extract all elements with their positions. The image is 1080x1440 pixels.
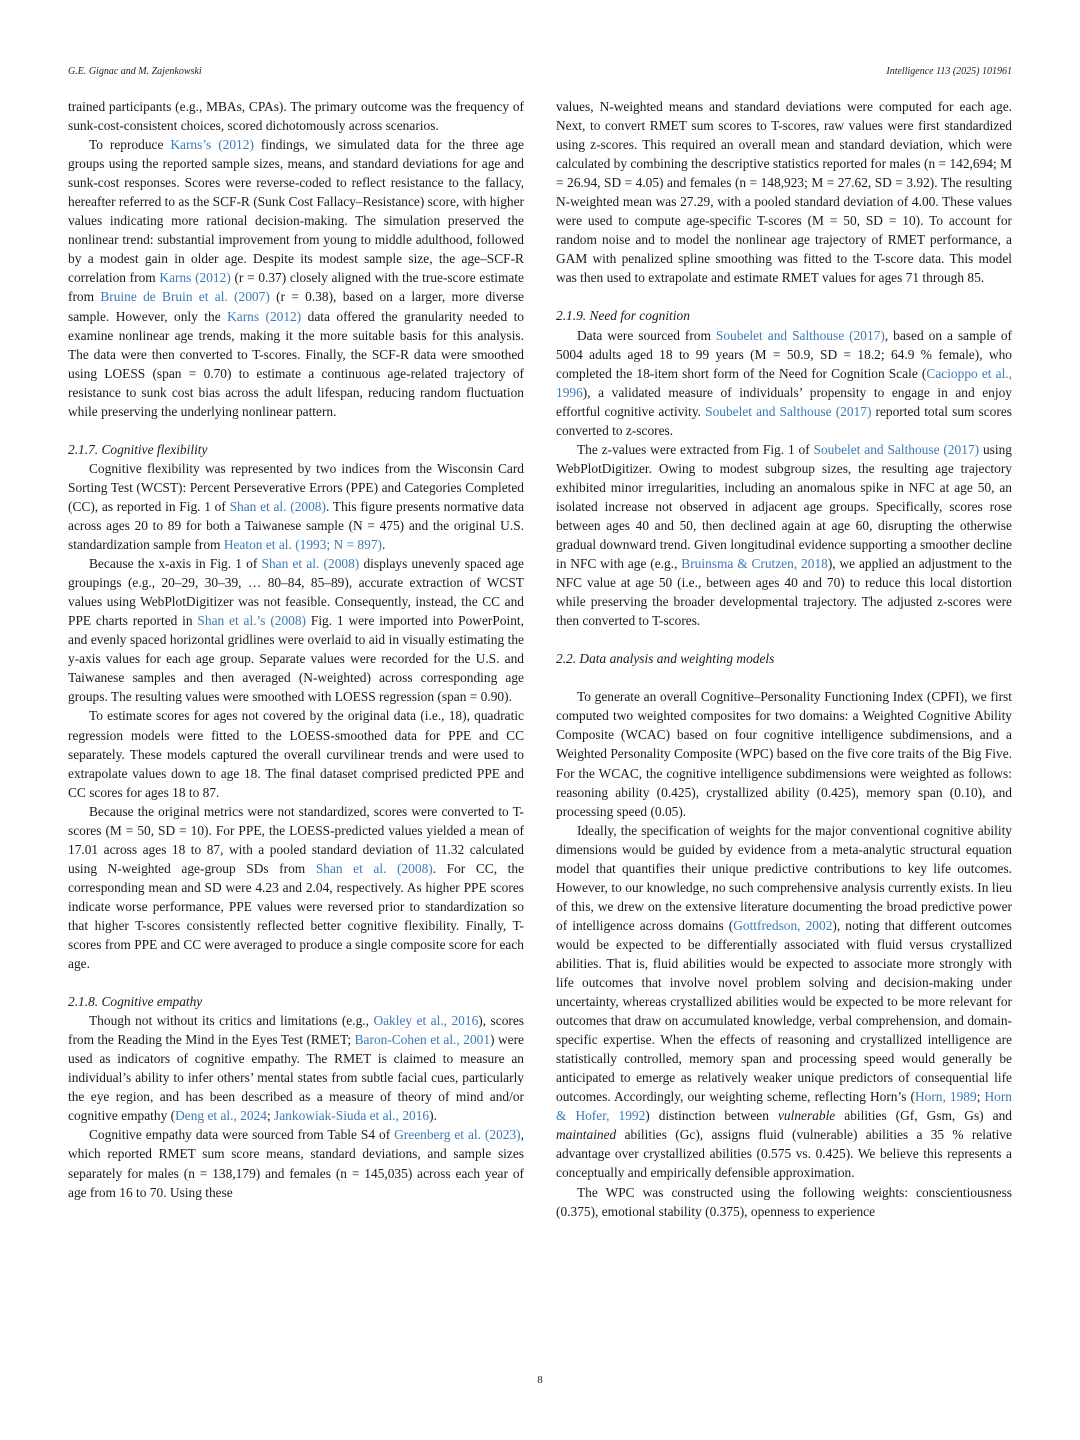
heading-cognitive-empathy: 2.1.8. Cognitive empathy bbox=[68, 994, 203, 1010]
paragraph-weight-rationale: Ideally, the specification of weights for the major conventional cognitive ability dimensions would be guided by evidence from a meta-analytic structural equation model that quantifies their unique predictive contributions to key life outcomes. However, to our knowledge, no such comprehensive analysis currently exists. In lieu of this, we drew on the extensive literature documenting the broad predictive power of intelligence across domains (Gottfredson, 2002), noting that different outcomes would be expected to be differentially associated with fluid versus crystallized abilities. That is, fluid abilities would be expected to associate more strongly with life outcomes that involve novel problem solving and decision-making under uncertainty, whereas crystallized abilities would be expected to be more relevant for outcomes that draw on accumulated knowledge, verbal comprehension, and domain-specific expertise. When the effects of reasoning and crystallized intelligence are statistically controlled, memory span and processing speed would generally be anticipated to emerge as relatively weaker unique predictors of consequential life outcomes. Accordingly, our weighting scheme, reflecting Horn’s (Horn, 1989; Horn & Hofer, 1992) distinction between vulnerable abilities (Gf, Gsm, Gs) and maintained abilities (Gc), assigns fluid (vulnerable) abilities a 35 % relative advantage over crystallized abilities (0.575 vs. 0.425). We believe this represents a conceptually and empirically defensible approximation. bbox=[556, 822, 1013, 1181]
citation-link[interactable]: Karns (2012) bbox=[227, 308, 302, 324]
citation-link[interactable]: Shan et al.’s (2008) bbox=[197, 613, 307, 629]
citation-link[interactable]: Horn & Hofer, 1992 bbox=[556, 1089, 1013, 1124]
citation-link[interactable]: Soubelet and Salthouse (2017) bbox=[715, 327, 885, 343]
paragraph-rmet-conversion: values, N-weighted means and standard deviations were computed for each age. Next, to convert RMET sum scores to T-scores, raw values were first standardized using z-scores. This required an overall mean and standard deviation, which were calculated by combining the descriptive statistics reported for males (n = 142,694; M = 26.94, SD = 4.05) and females (n = 148,923; M = 27.62, SD = 3.92). The resulting N-weighted mean was 27.29, with a pooled standard deviation of 4.00. These values were used to compute age-specific T-scores (M = 50, SD = 10). To account for random noise and to model the nonlinear age trajectory of RMET performance, a GAM with penalized spline smoothing was fitted to the T-score data. This model was then used to extrapolate and estimate RMET values for ages 71 through 85. bbox=[556, 99, 1012, 286]
citation-link[interactable]: Cacioppo et al., 1996 bbox=[556, 365, 1012, 400]
paragraph-wcst-standardization: Because the original metrics were not standardized, scores were converted to T-scores (M = 50, SD = 10). For PPE, the LOESS-predicted values yielded a mean of 17.01 across ages 18 to 87, with a pooled standard deviation of 11.32 calculated using N-weighted age-group SDs from Shan et al. (2008). For CC, the corresponding mean and SD were 4.23 and 2.04, respectively. As higher PPE scores indicate worse performance, PPE values were reversed prior to standardization so that higher T-scores consistently reflected better cognitive flexibility. Finally, T-scores from PPE and CC were averaged to produce a single composite score for each age. bbox=[68, 803, 525, 972]
citation-link[interactable]: Bruinsma & Crutzen, 2018 bbox=[681, 556, 828, 572]
citation-link[interactable]: Karns (2012) bbox=[159, 270, 231, 286]
page-number: 8 bbox=[537, 1374, 543, 1386]
citation-link[interactable]: Shan et al. (2008) bbox=[229, 498, 326, 514]
italic-term: vulnerable bbox=[777, 1108, 836, 1124]
running-head-journal: Intelligence 113 (2025) 101961 bbox=[886, 66, 1012, 77]
citation-link[interactable]: Horn, 1989 bbox=[914, 1089, 977, 1105]
citation-link[interactable]: Oakley et al., 2016 bbox=[373, 1013, 479, 1029]
citation-link[interactable]: Deng et al., 2024 bbox=[175, 1108, 267, 1124]
citation-link[interactable]: Bruine de Bruin et al. (2007) bbox=[100, 289, 270, 305]
citation-link[interactable]: Soubelet and Salthouse (2017) bbox=[705, 403, 872, 419]
paragraph-scf-r-simulation: To reproduce Karns’s (2012) findings, we simulated data for the three age groups using the reported sample sizes, means, and standard deviations for age and sunk-cost responses. Scores were reverse-coded to reflect resistance to the fallacy, hereafter referred to as the SCF-R (Sunk Cost Fallacy–Resistance) score, with higher values indicating more rational decision-making. The simulation preserved the nonlinear trend: substantial improvement from young to middle adulthood, followed by a modest gain in older age. Despite its modest sample size, the age–SCF-R correlation from Karns (2012) (r = 0.37) closely aligned with the true-score estimate from Bruine de Bruin et al. (2007) (r = 0.38), based on a larger, more diverse sample. However, only the Karns (2012) data offered the granularity needed to examine nonlinear age trends, making it the more suitable basis for this analysis. The data were then converted to T-scores. Finally, the SCF-R data were smoothed using LOESS (span = 0.70) to estimate a continuous age-related trajectory of resistance to sunk cost bias across the adult lifespan, reducing random fluctuation while preserving the underlying nonlinear pattern. bbox=[68, 137, 524, 419]
citation-link[interactable]: Soubelet and Salthouse (2017) bbox=[813, 441, 980, 457]
citation-link[interactable]: Jankowiak-Siuda et al., 2016 bbox=[274, 1108, 430, 1124]
running-head-authors: G.E. Gignac and M. Zajenkowski bbox=[68, 66, 202, 77]
heading-cognitive-flexibility: 2.1.7. Cognitive flexibility bbox=[68, 441, 208, 457]
citation-link[interactable]: Shan et al. (2008) bbox=[261, 556, 360, 572]
citation-link[interactable]: Shan et al. (2008) bbox=[315, 860, 433, 876]
paragraph-nfc-extraction: The z-values were extracted from Fig. 1 of Soubelet and Salthouse (2017) using WebPlotDigitizer. Owing to modest subgroup sizes, the resulting age trajectory exhibited minor irregularities, including an anomalous spike in NFC at age 50, an isolated increase not observed in adjacent age groups. Specifically, scores rose between ages 40 and 50, then declined again at age 60, disrupting the otherwise gradual downward trend. Given longitudinal evidence supporting a smoother decline in NFC with age (e.g., Bruinsma & Crutzen, 2018), we applied an adjustment to the NFC value at age 50 (i.e., between ages 40 and 70) to reduce this local distortion while preserving the broader developmental trajectory. The adjusted z-scores were then converted to T-scores. bbox=[556, 441, 1012, 629]
paragraph-rmet-description: Though not without its critics and limitations (e.g., Oakley et al., 2016), scores from the Reading the Mind in the Eyes Test (RMET; Baron-Cohen et al., 2001) were used as indicators of cognitive empathy. The RMET is claimed to measure an individual’s ability to infer others’ mental states from subtle facial cues, particularly the eye region, and has been described as a measure of theory of mind and/or cognitive empathy (Deng et al., 2024; Jankowiak-Siuda et al., 2016). bbox=[68, 1013, 525, 1124]
paragraph-rmet-data-source: Cognitive empathy data were sourced from Table S4 of Greenberg et al. (2023), which reported RMET sum score means, standard deviations, and sample sizes separately for males (n = 138,179) and females (n = 145,035) across each year of age from 16 to 70. Using these bbox=[68, 1127, 524, 1200]
heading-need-for-cognition: 2.1.9. Need for cognition bbox=[556, 308, 690, 324]
paragraph-wcst-extrapolation: To estimate scores for ages not covered by the original data (i.e., 18), quadratic regression models were fitted to the LOESS-smoothed data for PPE and CC separately. These models captured the overall curvilinear trends and were used to extrapolate values down to age 18. The final dataset comprised predicted PPE and CC scores for ages 18 to 87. bbox=[68, 708, 524, 800]
citation-link[interactable]: Greenberg et al. (2023) bbox=[394, 1127, 521, 1143]
citation-link[interactable]: Baron-Cohen et al., 2001 bbox=[354, 1032, 491, 1048]
citation-link[interactable]: Karns’s (2012) bbox=[170, 137, 254, 153]
heading-data-analysis: 2.2. Data analysis and weighting models bbox=[556, 651, 775, 667]
citation-link[interactable]: Heaton et al. (1993; N = 897) bbox=[223, 537, 382, 553]
paragraph-sunk-cost-end: trained participants (e.g., MBAs, CPAs). The primary outcome was the frequency of sunk-cost-consistent choices, scored dichotomously across scenarios. bbox=[68, 99, 524, 134]
paragraph-wpc-weights: The WPC was constructed using the following weights: conscientiousness (0.375), emotional stability (0.375), openness to experience bbox=[556, 1184, 1012, 1219]
italic-term: maintained bbox=[556, 1127, 617, 1143]
right-column bbox=[556, 97, 1012, 1221]
paragraph-wcst-extraction: Because the x-axis in Fig. 1 of Shan et al. (2008) displays unevenly spaced age groupings (e.g., 20–29, 30–39, … 80–84, 85–89), accurate extraction of WCST values using WebPlotDigitizer was not feasible. Consequently, instead, the CC and PPE charts reported in Shan et al.’s (2008) Fig. 1 were imported into PowerPoint, and evenly spaced horizontal gridlines were overlaid to aid in visually estimating the y-axis values for each age group. Separate values were recorded for the U.S. and Taiwanese samples and then averaged (N-weighted) across corresponding age groups. The resulting values were smoothed with LOESS regression (span = 0.90). bbox=[68, 556, 525, 705]
paragraph-wcst-indices: Cognitive flexibility was represented by two indices from the Wisconsin Card Sorting Test (WCST): Percent Perseverative Errors (PPE) and Categories Completed (CC), as reported in Fig. 1 of Shan et al. (2008). This figure presents normative data across ages 20 to 89 for both a Taiwanese sample (N = 475) and the original U.S. standardization sample from Heaton et al. (1993; N = 897). bbox=[68, 460, 525, 553]
left-column bbox=[68, 97, 524, 1202]
paragraph-cpfi-overview: To generate an overall Cognitive–Personality Functioning Index (CPFI), we first computed two weighted composites for two domains: a Weighted Cognitive Ability Composite (WCAC) based on four cognitive intelligence subdimensions, and a Weighted Personality Composite (WPC) based on the five core traits of the Big Five. For the WCAC, the cognitive intelligence subdimensions were weighted as follows: reasoning ability (0.425), crystallized ability (0.425), memory span (0.10), and processing speed (0.05). bbox=[556, 689, 1012, 819]
citation-link[interactable]: Gottfredson, 2002 bbox=[733, 917, 833, 933]
paragraph-nfc-data-source: Data were sourced from Soubelet and Salthouse (2017), based on a sample of 5004 adults aged 18 to 99 years (M = 50.9, SD = 18.2; 64.9 % female), who completed the 18-item short form of the Need for Cognition Scale (Cacioppo et al., 1996), a validated measure of individuals’ propensity to engage in and enjoy effortful cognitive activity. Soubelet and Salthouse (2017) reported total sum scores converted to z-scores. bbox=[556, 327, 1012, 438]
